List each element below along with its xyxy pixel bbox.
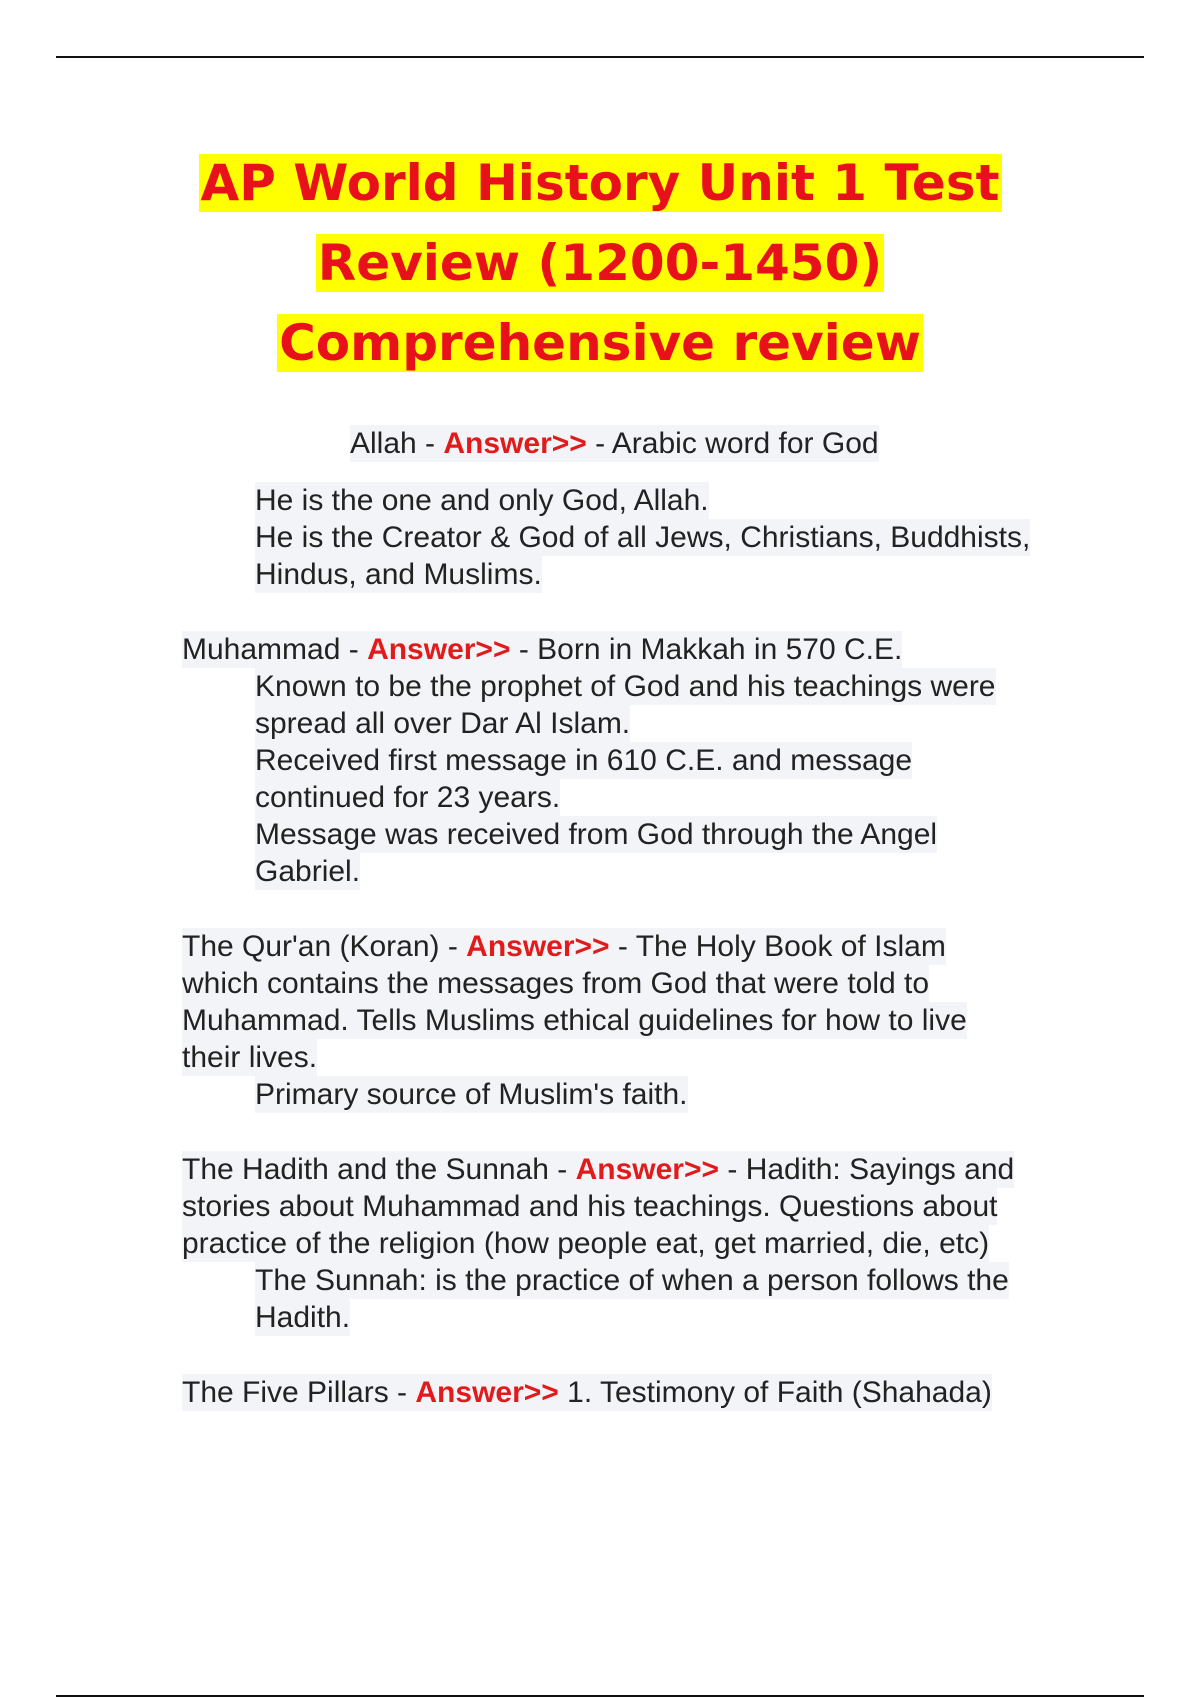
continuation-line: Muhammad. Tells Muslims ethical guidelines for how to live	[182, 1004, 967, 1037]
answer-marker: Answer>>	[367, 633, 511, 666]
term-text: Allah -	[350, 427, 444, 460]
entry-hadith-heading	[182, 1151, 1014, 1188]
detail-line: He is the one and only God, Allah.	[255, 484, 709, 517]
answer-text: - Hadith: Sayings and	[719, 1153, 1015, 1186]
answer-text: - Arabic word for God	[586, 427, 879, 460]
answer-marker: Answer>>	[415, 1376, 559, 1409]
term-text: The Five Pillars -	[182, 1376, 416, 1409]
entry-five-pillars-heading	[182, 1374, 992, 1411]
answer-marker: Answer>>	[466, 930, 610, 963]
term-text: The Qur'an (Koran) -	[182, 930, 467, 963]
detail-line: spread all over Dar Al Islam.	[255, 707, 631, 740]
detail-line: Message was received from God through the Angel	[255, 818, 938, 851]
title-line-3: Comprehensive review	[279, 314, 921, 372]
detail-line: He is the Creator & God of all Jews, Christians, Buddhists,	[255, 521, 1031, 554]
detail-line: Primary source of Muslim's faith.	[255, 1078, 688, 1111]
entry-muhammad-heading	[182, 631, 902, 668]
title-line-1: AP World History Unit 1 Test	[200, 154, 1000, 212]
term-text: The Hadith and the Sunnah -	[182, 1153, 576, 1186]
detail-line: Hadith.	[255, 1301, 351, 1334]
entry-quran-heading	[182, 928, 946, 965]
answer-marker: Answer>>	[443, 427, 587, 460]
continuation-line: stories about Muhammad and his teachings. Questions about	[182, 1190, 998, 1223]
top-rule	[56, 56, 1144, 58]
term-text: Muhammad -	[182, 633, 368, 666]
bottom-rule	[56, 1695, 1144, 1697]
detail-line: Received first message in 610 C.E. and message	[255, 744, 912, 777]
detail-line: The Sunnah: is the practice of when a person follows the	[255, 1264, 1009, 1297]
answer-text: - Born in Makkah in 570 C.E.	[510, 633, 903, 666]
title-line-2: Review (1200-1450)	[317, 234, 883, 292]
document-title	[0, 143, 1200, 383]
answer-text: - The Holy Book of Islam	[609, 930, 946, 963]
continuation-line: their lives.	[182, 1041, 318, 1074]
continuation-line: which contains the messages from God that were told to	[182, 967, 930, 1000]
detail-line: Gabriel.	[255, 855, 361, 888]
detail-line: Known to be the prophet of God and his teachings were	[255, 670, 996, 703]
entry-allah-heading	[350, 425, 879, 462]
answer-text: 1. Testimony of Faith (Shahada)	[558, 1376, 992, 1409]
answer-marker: Answer>>	[575, 1153, 720, 1186]
detail-line: continued for 23 years.	[255, 781, 561, 814]
detail-line: Hindus, and Muslims.	[255, 558, 542, 591]
continuation-line: practice of the religion (how people eat, get married, die, etc)	[182, 1227, 990, 1260]
